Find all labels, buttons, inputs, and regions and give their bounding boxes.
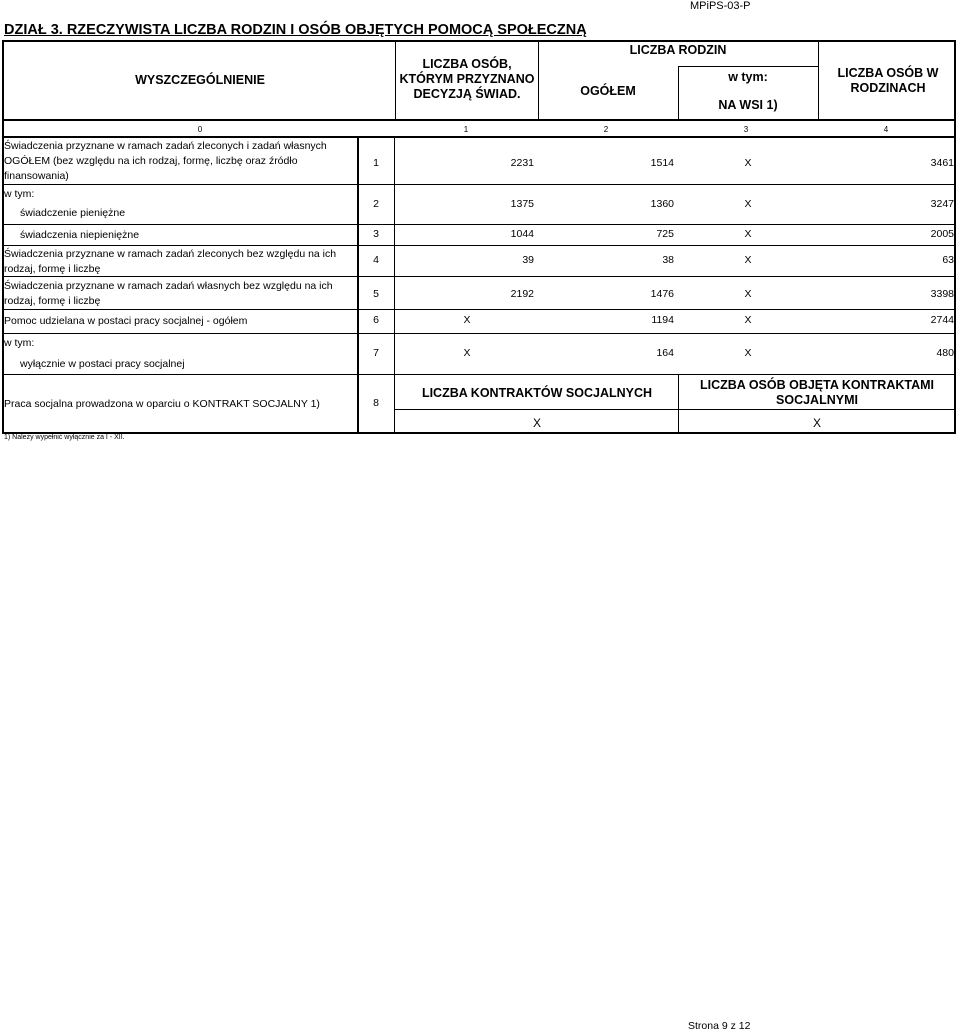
cell-value: 38 bbox=[662, 254, 674, 266]
cell-value: 63 bbox=[942, 254, 954, 266]
header-na-wsi: NA WSI 1) bbox=[718, 98, 778, 112]
row-label: Świadczenia przyznane w ramach zadań zleconych i zadań własnych OGÓŁEM (bez względu na ich rodzaj, formę, liczbę oraz źródło finansowania) bbox=[4, 140, 327, 182]
cell-value: 1476 bbox=[650, 288, 674, 300]
rule-row-6 bbox=[3, 333, 956, 334]
rule-under-column-numbers bbox=[3, 136, 956, 138]
cell-value: X bbox=[744, 228, 752, 240]
rule-row-7 bbox=[3, 374, 956, 375]
row-number: 5 bbox=[373, 288, 379, 300]
cell-value: 39 bbox=[522, 254, 534, 266]
row-number: 6 bbox=[373, 314, 379, 326]
rule-row-5 bbox=[3, 309, 956, 310]
row-label: Świadczenia przyznane w ramach zadań zleconych bez względu na ich rodzaj, formę i liczbę bbox=[4, 248, 337, 275]
cell-value: 3461 bbox=[930, 157, 954, 169]
row-number: 1 bbox=[373, 157, 379, 169]
column-number: 1 bbox=[463, 125, 469, 134]
vrule-row8 bbox=[678, 375, 679, 433]
cell-value: 1360 bbox=[650, 198, 674, 210]
cell-value: 2231 bbox=[510, 157, 534, 169]
cell-value: 1044 bbox=[510, 228, 534, 240]
cell-value: X bbox=[744, 254, 752, 266]
row-prefix: w tym: bbox=[4, 188, 35, 200]
cell-value: 480 bbox=[936, 347, 954, 359]
cell-value: 2192 bbox=[510, 288, 534, 300]
cell-value: X bbox=[744, 198, 752, 210]
row-label: świadczenie pieniężne bbox=[20, 207, 126, 219]
rule-row-8-inner bbox=[394, 409, 956, 410]
column-number: 4 bbox=[883, 125, 889, 134]
cell-value: 1375 bbox=[510, 198, 534, 210]
cell-value: 1194 bbox=[651, 314, 674, 326]
column-number: 3 bbox=[743, 125, 749, 134]
footnote: 1) Należy wypełnić wyłącznie za I - XII. bbox=[4, 434, 125, 441]
rule-row-2 bbox=[3, 224, 956, 225]
cell-value: 2744 bbox=[930, 314, 954, 326]
vrule-nr bbox=[394, 137, 395, 433]
row-label: Pomoc udzielana w postaci pracy socjalnej - ogółem bbox=[4, 315, 248, 327]
cell-value: X bbox=[744, 157, 752, 169]
section-title: DZIAŁ 3. RZECZYWISTA LICZBA RODZIN I OSÓB OBJĘTYCH POMOCĄ SPOŁECZNĄ bbox=[4, 22, 587, 38]
page-number: Strona 9 z 12 bbox=[688, 1020, 751, 1032]
row-number: 7 bbox=[373, 347, 379, 359]
cell-value: 3247 bbox=[930, 198, 954, 210]
vrule-hdr-4 bbox=[818, 41, 819, 119]
row-label: Praca socjalna prowadzona w oparciu o KONTRAKT SOCJALNY 1) bbox=[4, 398, 320, 410]
cell-value: 1514 bbox=[650, 157, 674, 169]
rule-row-1 bbox=[3, 184, 956, 185]
cell-value: X bbox=[744, 288, 752, 300]
cell-value: 725 bbox=[656, 228, 674, 240]
rule-row-3 bbox=[3, 245, 956, 246]
header-liczba-osob-kontrakty: LICZBA OSÓB OBJĘTA KONTRAKTAMI SOCJALNYMI bbox=[699, 378, 934, 407]
row-number: 8 bbox=[373, 397, 379, 409]
form-code: MPiPS-03-P bbox=[690, 0, 751, 12]
cell-value: 2005 bbox=[930, 228, 954, 240]
header-liczba-rodzin: LICZBA RODZIN bbox=[629, 43, 727, 57]
header-liczba-osob: LICZBA OSÓB, KTÓRYM PRZYZNANO DECYZJĄ ŚWIAD. bbox=[399, 57, 535, 101]
row-label: Świadczenia przyznane w ramach zadań własnych bez względu na ich rodzaj, formę i liczbę bbox=[4, 280, 333, 307]
cell-value: X bbox=[463, 347, 471, 359]
cell-value: X bbox=[463, 314, 471, 326]
vrule-label bbox=[357, 137, 359, 433]
header-w-tym: w tym: bbox=[728, 70, 768, 84]
cell-value: X bbox=[812, 416, 821, 430]
header-liczba-osob-w-rodzinach: LICZBA OSÓB W RODZINACH bbox=[837, 66, 939, 95]
header-wyszczegolnienie: WYSZCZEGÓLNIENIE bbox=[135, 73, 265, 87]
row-number: 3 bbox=[373, 228, 379, 240]
rule-under-liczba-rodzin bbox=[678, 66, 818, 67]
row-label: świadczenia niepieniężne bbox=[20, 229, 140, 241]
cell-value: X bbox=[744, 314, 752, 326]
cell-value: X bbox=[532, 416, 541, 430]
row-prefix: w tym: bbox=[4, 337, 35, 349]
column-number: 0 bbox=[197, 125, 203, 134]
header-liczba-kontraktow: LICZBA KONTRAKTÓW SOCJALNYCH bbox=[421, 386, 653, 400]
cell-value: 3398 bbox=[930, 288, 954, 300]
header-ogolem: OGÓŁEM bbox=[580, 84, 636, 98]
cell-value: X bbox=[744, 347, 752, 359]
row-number: 4 bbox=[373, 254, 379, 266]
cell-value: 164 bbox=[656, 347, 674, 359]
row-number: 2 bbox=[373, 198, 379, 210]
row-label: wyłącznie w postaci pracy socjalnej bbox=[20, 358, 185, 370]
column-number: 2 bbox=[603, 125, 609, 134]
rule-under-header bbox=[3, 119, 956, 121]
